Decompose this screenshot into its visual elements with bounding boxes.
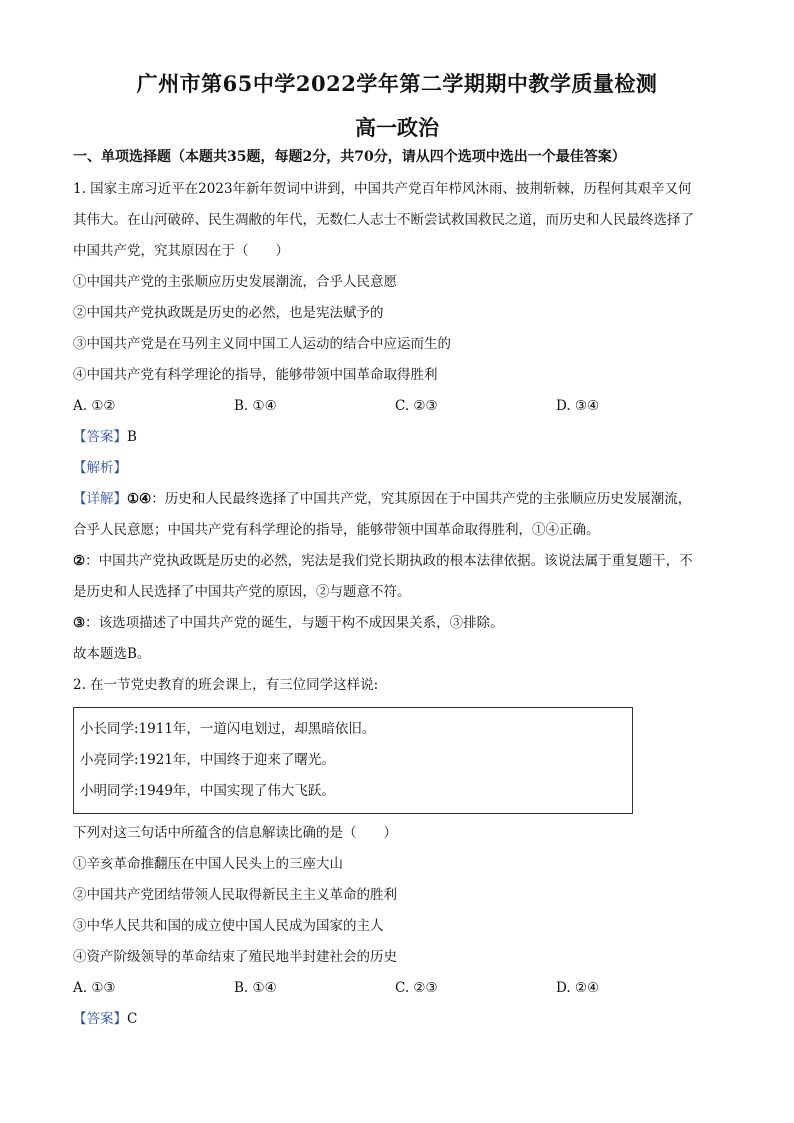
q2-option-b: B. ①④ [234,980,277,996]
q2-option-c: C. ②③ [395,980,438,996]
detail-text: ：中国共产党执政既是历史的必然，宪法是我们党长期执政的根本法律依据。该说法属于重复题干，不 [85,553,693,569]
q1-item: ③中国共产党是在马列主义同中国工人运动的结合中应运而生的 [73,336,451,352]
quote-line: 小长同学:1911年，一道闪电划过，却黑暗依旧。 [80,721,376,737]
page-title: 广州市第65中学2022学年第二学期期中教学质量检测 [136,71,658,96]
q1-stem-line: 其伟大。在山河破碎、民生凋敝的年代，无数仁人志士不断尝试救国救民之道，而历史和人民最终选择了 [73,212,694,228]
detail-text: ：该选项描述了中国共产党的诞生，与题干构不成因果关系，③排除。 [85,615,504,631]
q2-options [73,973,721,1004]
q1-conclusion: 故本题选B。 [73,646,151,662]
q2-item: ③中华人民共和国的成立使中国人民成为国家的主人 [73,918,384,934]
question-2 [73,670,721,1035]
q2-item: ①辛亥革命推翻压在中国人民头上的三座大山 [73,856,343,872]
q1-item: ④中国共产党有科学理论的指导，能够带领中国革命取得胜利 [73,367,438,383]
detail-lead: ③ [73,615,86,631]
q2-item: ④资产阶级领导的革命结束了殖民地半封建社会的历史 [73,949,397,965]
answer-label: 【答案】 [73,429,127,445]
q1-option-c: C. ②③ [395,398,438,414]
question-1 [73,174,721,670]
q1-options [73,391,721,422]
q1-stem-line: 中国共产党，究其原因在于（ ） [73,243,289,259]
q2-question: 下列对这三句话中所蕴含的信息解读比确的是（ ） [73,825,397,841]
q1-analysis [73,453,721,484]
q1-detail-line [73,515,721,546]
quote-line: 小明同学:1949年，中国实现了伟大飞跃。 [80,783,335,799]
content [73,174,721,1035]
q1-detail-line [73,577,721,608]
q1-stem-line: 1. 国家主席习近平在2023年新年贺词中讲到，中国共产党百年栉风沐雨、披荆斩棘，历程何其艰辛又何 [73,181,692,197]
q1-option-b: B. ①④ [234,398,277,414]
detail-text: 合乎人民意愿；中国共产党有科学理论的指导，能够带领中国革命取得胜利，①④正确。 [73,522,600,538]
quote-box [73,707,633,814]
q2-item: ②中国共产党团结带领人民取得新民主主义革命的胜利 [73,887,397,903]
q2-option-a: A. ①③ [73,980,116,996]
q1-item: ①中国共产党的主张顺应历史发展潮流，合乎人民意愿 [73,274,397,290]
q1-option-a: A. ①② [73,398,116,414]
detail-text: ：历史和人民最终选择了中国共产党，究其原因在于中国共产党的主张顺应历史发展潮流， [151,491,692,507]
detail-lead: ①④ [127,491,152,507]
q1-answer [73,422,721,453]
q1-item: ②中国共产党执政既是历史的必然，也是宪法赋予的 [73,305,384,321]
section-heading: 一、单项选择题（本题共35题，每题2分，共70分，请从四个选项中选出一个最佳答案） [73,149,626,165]
q1-option-d: D. ③④ [556,398,600,414]
q2-stem: 2. 在一节党史教育的班会课上，有三位同学这样说: [73,677,379,693]
answer-value: B [127,429,137,445]
answer-label: 【答案】 [73,1011,127,1027]
q1-detail-line [73,484,721,515]
q1-detail-line [73,608,721,639]
detail-lead: ② [73,553,86,569]
detail-text: 是历史和人民选择了中国共产党的原因，②与题意不符。 [73,584,411,600]
quote-line: 小亮同学:1921年，中国终于迎来了曙光。 [80,752,335,768]
q2-answer [73,1004,721,1035]
q2-option-d: D. ②④ [556,980,600,996]
answer-value: C [127,1011,138,1027]
page-subtitle: 高一政治 [355,115,439,140]
analysis-label: 【解析】 [73,460,127,476]
q1-detail-line [73,546,721,577]
detail-label: 【详解】 [73,491,127,507]
